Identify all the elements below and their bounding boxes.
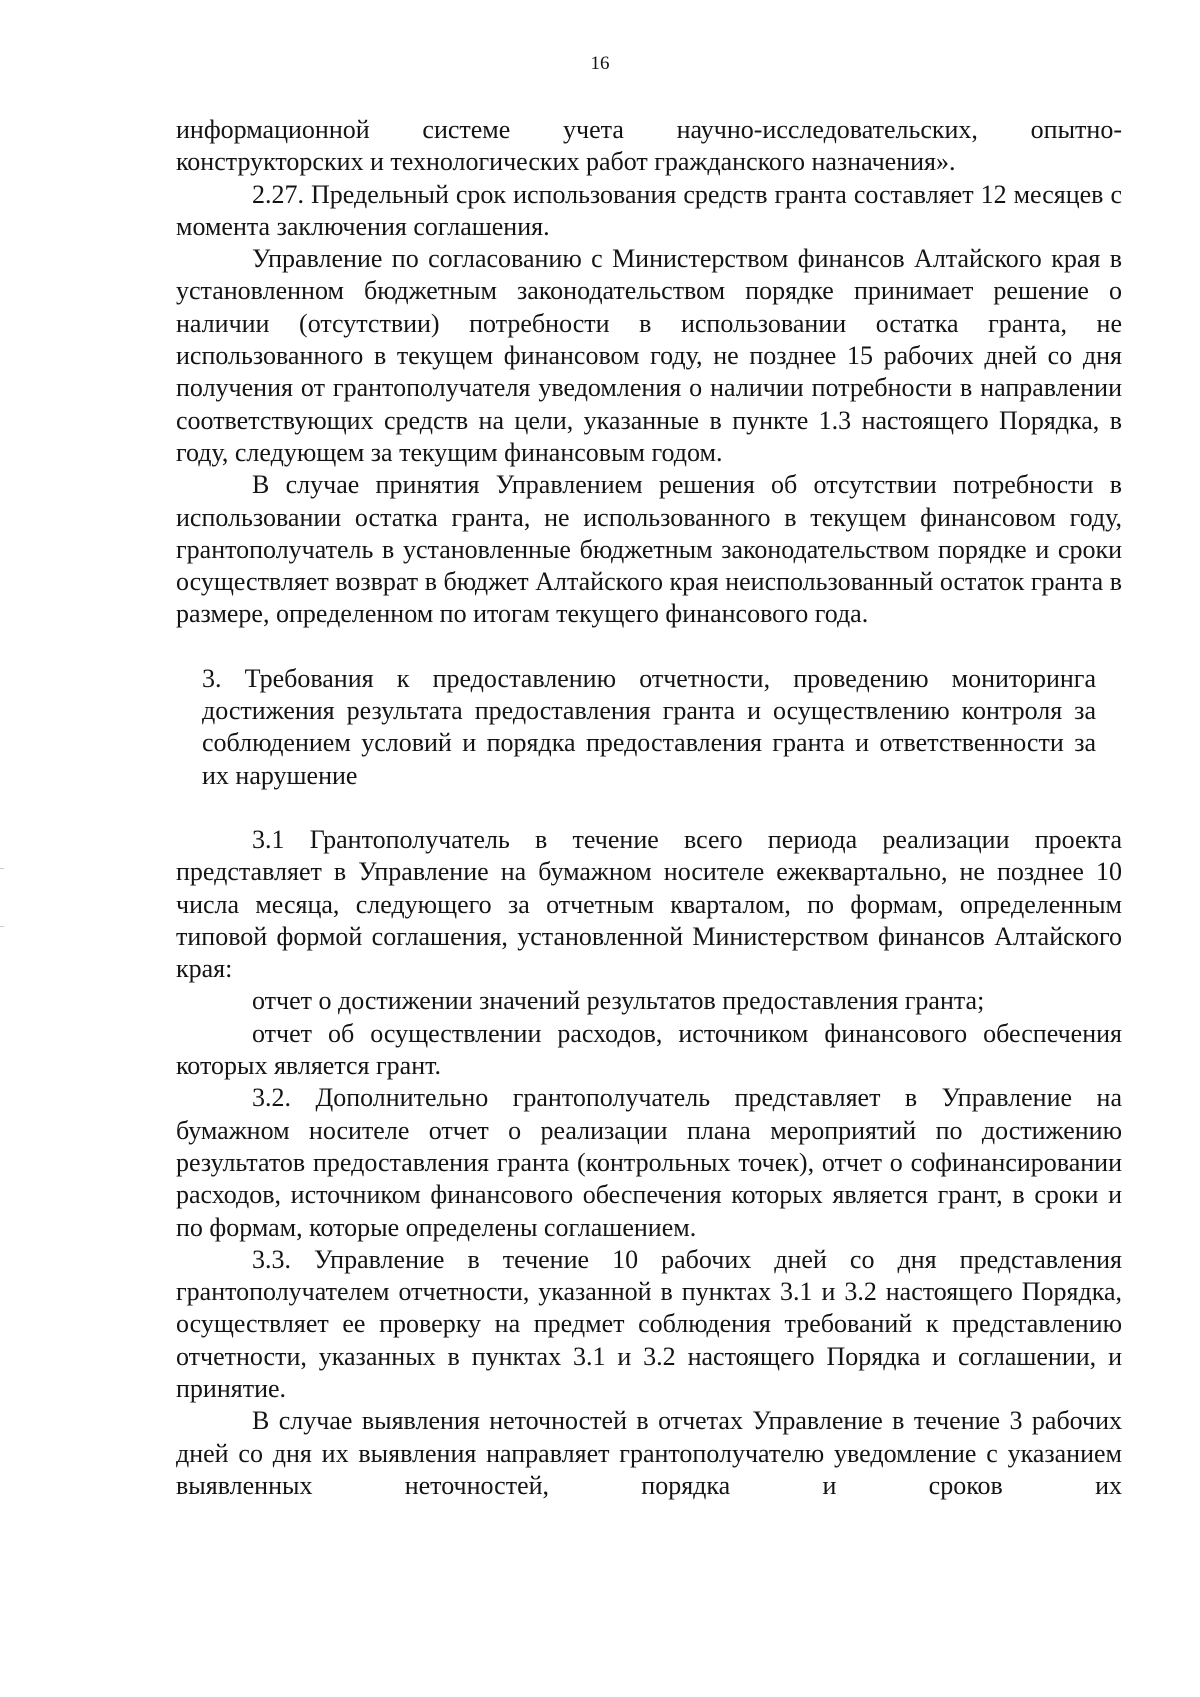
scan-edge-mark [0, 868, 4, 869]
paragraph-3-1: 3.1 Грантополучатель в течение всего периода реализации проекта представляет в Управление на бумажном носителе ежеквартально, не позднее 10 числа месяца, следующего за отчетным кварталом, по формам, определенным типовой формой соглашения, установленной Министерством финансов Алтайского края: [176, 824, 1122, 984]
paragraph-remainder-return: В случае принятия Управлением решения об отсутствии потребности в использовании остатка гранта, не использованного в текущем финансовом году, грантополучатель в установленные бюджетным законодательством порядке и сроки осуществляет возврат в бюджет Алтайского края неиспользованный остаток гранта в размере, определенном по итогам текущего финансового года. [176, 470, 1122, 629]
paragraph-continuation: информационной системе учета научно-исследовательских, опытно-конструкторских и технологических работ гражданского назначения». [176, 115, 1122, 177]
paragraph-remainder-decision: Управление по согласованию с Министерством финансов Алтайского края в установленном бюджетным законодательством порядке принимает решение о наличии (отсутствии) потребности в использовании остатка гранта, не использованного в текущем финансовом году, не позднее 15 рабочих дней со дня получения от грантополучателя уведомления о наличии потребности в направлении соответствующих средств на цели, указанные в пункте 1.3 настоящего Порядка, в году, следующем за текущим финансовым годом. [176, 244, 1122, 467]
page-number: 16 [590, 53, 610, 74]
paragraph-inaccuracies: В случае выявления неточностей в отчетах Управление в течение 3 рабочих дней со дня их выявления направляет грантополучателю уведомление с указанием выявленных неточностей, порядка и сроков их [176, 1406, 1122, 1500]
paragraph-3-3: 3.3. Управление в течение 10 рабочих дней со дня представления грантополучателем отчетности, указанной в пунктах 3.1 и 3.2 настоящего Порядка, осуществляет ее проверку на предмет соблюдения требований к представлению отчетности, указанных в пунктах 3.1 и 3.2 настоящего Порядка и соглашении, и принятие. [176, 1244, 1122, 1403]
scan-edge-mark [0, 926, 4, 927]
report-item-expenses: отчет об осуществлении расходов, источником финансового обеспечения которых является грант. [176, 1018, 1122, 1081]
report-item-results: отчет о достижении значений результатов предоставления гранта; [252, 986, 985, 1016]
document-body [176, 114, 1122, 1502]
paragraph-2-27: 2.27. Предельный срок использования средств гранта составляет 12 месяцев с момента заключения соглашения. [176, 179, 1122, 241]
spacer [176, 792, 1122, 824]
spacer [176, 631, 1122, 663]
section-3-heading: 3. Требования к предоставлению отчетности, проведению мониторинга достижения результата предоставления гранта и осуществлению контроля за соблюдением условий и порядка предоставления гранта и ответственности за их нарушение [202, 663, 1096, 790]
paragraph-3-2: 3.2. Дополнительно грантополучатель представляет в Управление на бумажном носителе отчет о реализации плана мероприятий по достижению результатов предоставления гранта (контрольных точек), отчет о софинансировании расходов, источником финансового обеспечения которых является грант, в сроки и по формам, которые определены соглашением. [176, 1083, 1122, 1242]
